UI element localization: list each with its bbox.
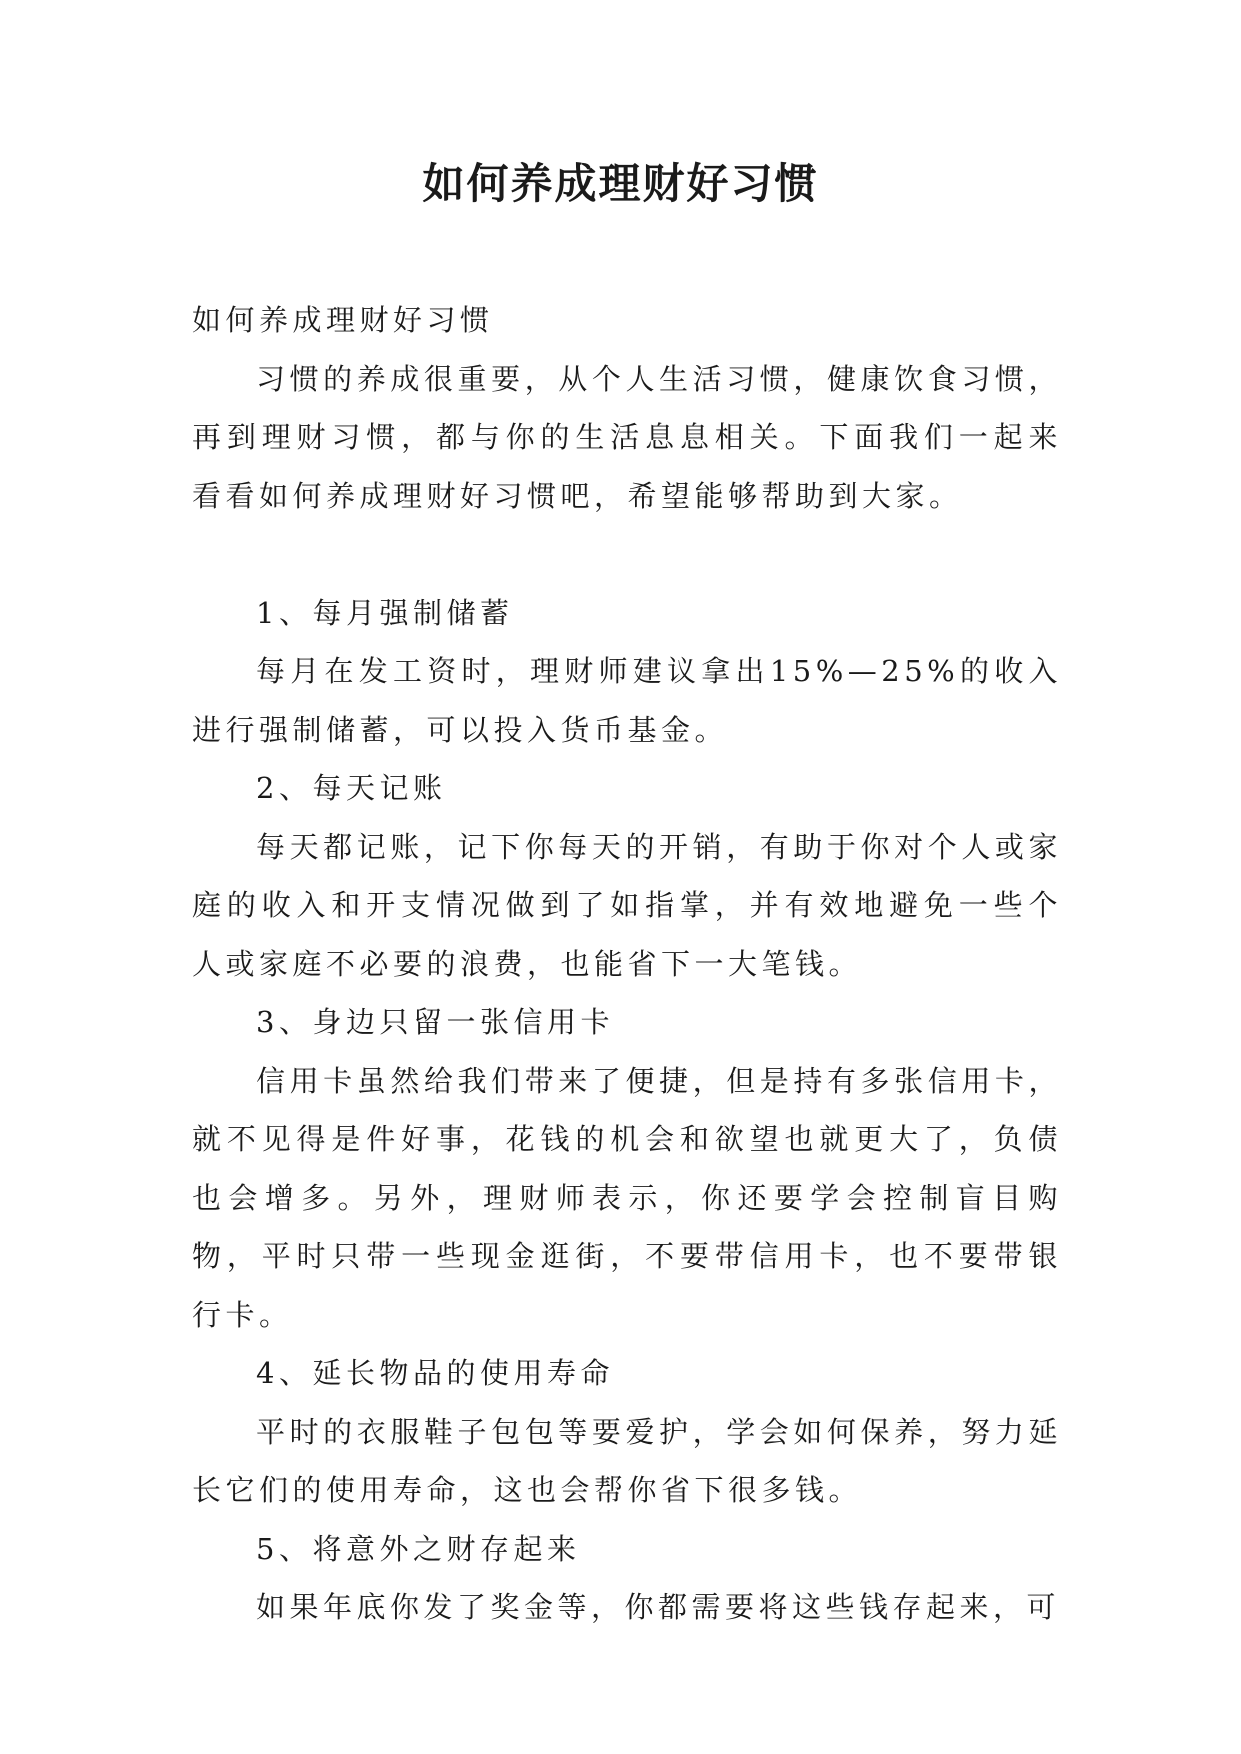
section-heading-1: 1、每月强制储蓄	[256, 595, 514, 630]
intro-paragraph: 习惯的养成很重要，从个人生活习惯，健康饮食习惯，再到理财习惯，都与你的生活息息相关。下面我们一起来看看如何养成理财好习惯吧，希望能够帮助到大家。	[192, 361, 1062, 513]
section-heading-4: 4、延长物品的使用寿命	[256, 1356, 614, 1390]
section-text-5: 如果年底你发了奖金等，你都需要将这些钱存起来，可	[256, 1590, 1061, 1624]
section-heading-2: 2、每天记账	[256, 771, 447, 805]
section-heading-5: 5、将意外之财存起来	[256, 1531, 581, 1566]
section-text-1: 每月在发工资时，理财师建议拿出15%—25%的收入进行强制储蓄，可以投入货币基金。	[192, 654, 1062, 747]
section-text-2: 每天都记账，记下你每天的开销，有助于你对个人或家庭的收入和开支情况做到了如指掌，并有效地避免一些个人或家庭不必要的浪费，也能省下一大笔钱。	[192, 829, 1062, 981]
section-heading-3: 3、身边只留一张信用卡	[256, 1005, 614, 1039]
section-text-3: 信用卡虽然给我们带来了便捷，但是持有多张信用卡，就不见得是件好事，花钱的机会和欲望也就更大了，负债也会增多。另外，理财师表示，你还要学会控制盲目购物，平时只带一些现金逛街，不要带信用卡，也不要带银行卡。	[192, 1063, 1062, 1332]
document-title: 如何养成理财好习惯	[422, 159, 819, 208]
document-body	[192, 291, 1062, 1637]
paragraph-spacer	[192, 525, 1062, 584]
section-text-4: 平时的衣服鞋子包包等要爱护，学会如何保养，努力延长它们的使用寿命，这也会帮你省下很多钱。	[192, 1414, 1062, 1507]
document-subtitle: 如何养成理财好习惯	[192, 303, 494, 337]
